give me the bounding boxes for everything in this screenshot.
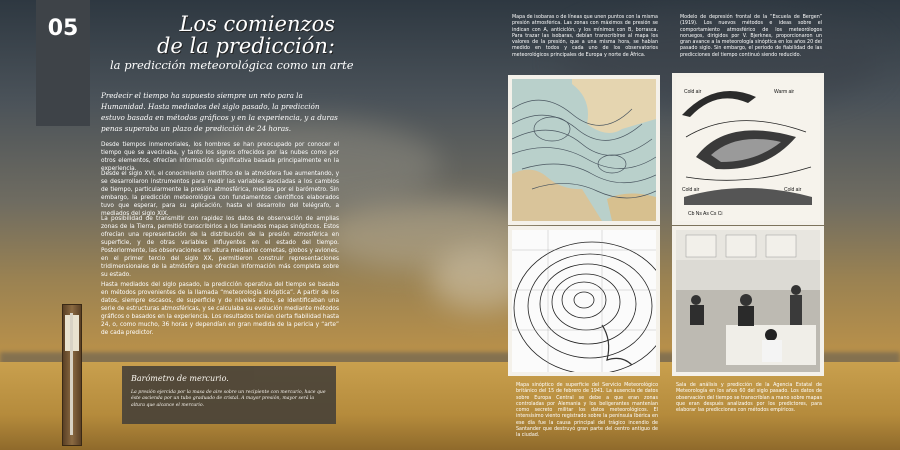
bergen-label: Cold air — [682, 187, 700, 193]
barometer-caption-text: La presión ejercida por la masa de aire sobre un recipiente con mercurio, hace que éste ascienda por un tubo graduado de cristal. A mayor presión, mayor será la altura que alcance el mercurio. — [131, 390, 326, 408]
page-subtitle: la predicción meteorológica como un arte — [110, 58, 354, 72]
isobar-map-image — [508, 75, 660, 225]
body-paragraph: La posibilidad de transmitir con rapidez los datos de observación de amplias zonas de la Tierra, permitió transcribirlos a los llamados mapas sinópticos. Estos ofrecían una representación de la distribución de la presión atmosférica en superficie, y de otras variables influyentes en el estado del tiempo. Posteriormente, las observaciones en altura mediante cometas, globos y aviones, en el primer tercio del siglo XX, permitieron construir representaciones tridimensionales de la atmósfera que ofrecían información más completa sobre su estado. — [101, 216, 339, 278]
isobar-map-caption: Mapa de isobaras o de líneas que unen puntos con la misma presión atmosférica. Las zonas con máximos de presión se indican con A, anticiclón, y los mínimos con B, borrasca. Para trazar las isobaras, debían transcribirse al mapa los valores de la presión, que a una misma hora, se habían medido en todos y cada uno de los observatorios meteorológicos principales de Europa y norte de África. — [512, 15, 658, 58]
barometer-caption-box — [122, 366, 336, 424]
barometer-caption-title: Barómetro de mercurio. — [131, 374, 229, 383]
bergen-model-drawing — [676, 77, 820, 221]
analysis-room-caption: Sala de análisis y predicción de la Agencia Estatal de Meteorología en los años 60 del siglo pasado. Los datos de observación del tiempo se transcribían a mano sobre mapas que eran después analizados por los predictores, para elaborar las predicciones con métodos empíricos. — [676, 383, 822, 414]
section-number: 05 — [47, 16, 79, 41]
page-title-line1: Los comienzos — [179, 12, 335, 36]
body-paragraph: Desde tiempos inmemoriales, los hombres se han preocupado por conocer el tiempo que se avecinaba, y tanto los signos ofrecidos por las nubes como por otros elementos, ofrecían información significativa basada principalmente en la experiencia. — [101, 142, 339, 172]
barometer-tube — [70, 313, 73, 435]
body-paragraph: Hasta mediados del siglo pasado, la predicción operativa del tiempo se basaba en métodos provenientes de la llamada “meteorología sinóptica”. A partir de los datos, siempre escasos, de superficie y de niveles altos, se identificaban una serie de estructuras atmosféricas, y se calculaba su evolución mediante métodos gráficos o basados en la experiencia. Los resultados tenían cierta fiabilidad hasta 24, o, como mucho, 36 horas y dependían en gran medida de la pericia y “arte” de cada predictor. — [101, 282, 339, 336]
analysis-room-photo — [672, 226, 824, 376]
synoptic-map-image — [508, 226, 660, 376]
bergen-label: Cold air — [784, 187, 802, 193]
bergen-model-caption: Modelo de depresión frontal de la “Escuela de Bergen” (1919). Los nuevos métodos e ideas sobre el comportamiento atmosférico de los meteorólogos noruegos, dirigidos por V. Bjerknes, proporcionaron un gran avance a la meteorología sinóptica en los años 20 del pasado siglo. Sin embargo, el periodo de fiabilidad de las predicciones del tiempo continuó siendo reducido. — [680, 15, 822, 58]
section-number-box — [36, 0, 90, 126]
synoptic-map-caption: Mapa sinóptico de superficie del Servicio Meteorológico británico del 15 de febrero de 1941. La ausencia de datos sobre Europa Central se debe a que eran zonas controladas por Alemania y los beligerantes mantenían como secreto militar los datos meteorológicos. El intensísimo viento registrado sobre la península Ibérica en ese día fue la causa principal del trágico incendio de Santander que destruyó gran parte del centro antiguo de la ciudad. — [516, 383, 658, 439]
barometer-image — [62, 304, 82, 446]
intro-text: Predecir el tiempo ha supuesto siempre un reto para la Humanidad. Hasta mediados del siglo pasado, la predicción estuvo basada en métodos gráficos y en la experiencia, y a duras penas superaba un plazo de predicción de 24 horas. — [101, 91, 338, 133]
bergen-label: Cold air — [684, 89, 702, 95]
analysis-room-drawing — [676, 230, 820, 372]
bergen-label: Warm air — [774, 89, 795, 95]
page-title-line2: de la predicción: — [156, 34, 335, 58]
body-paragraph: Desde el siglo XVI, el conocimiento científico de la atmósfera fue aumentando, y se desarrollaron instrumentos para medir las variables asociadas a los cambios de tiempo, particularmente la presión atmosférica, medida por el barómetro. Sin embargo, la predicción meteorológica con fundamentos científicos elaborados tuvo que esperar, para su aplicación, hasta el desarrollo del telégrafo, a mediados del siglo XIX. — [101, 171, 339, 217]
bergen-model-image — [672, 73, 824, 225]
bergen-label: Cb Ns As Cs Ci — [688, 211, 723, 217]
isobar-map-drawing — [512, 79, 656, 221]
synoptic-map-drawing — [512, 230, 656, 372]
